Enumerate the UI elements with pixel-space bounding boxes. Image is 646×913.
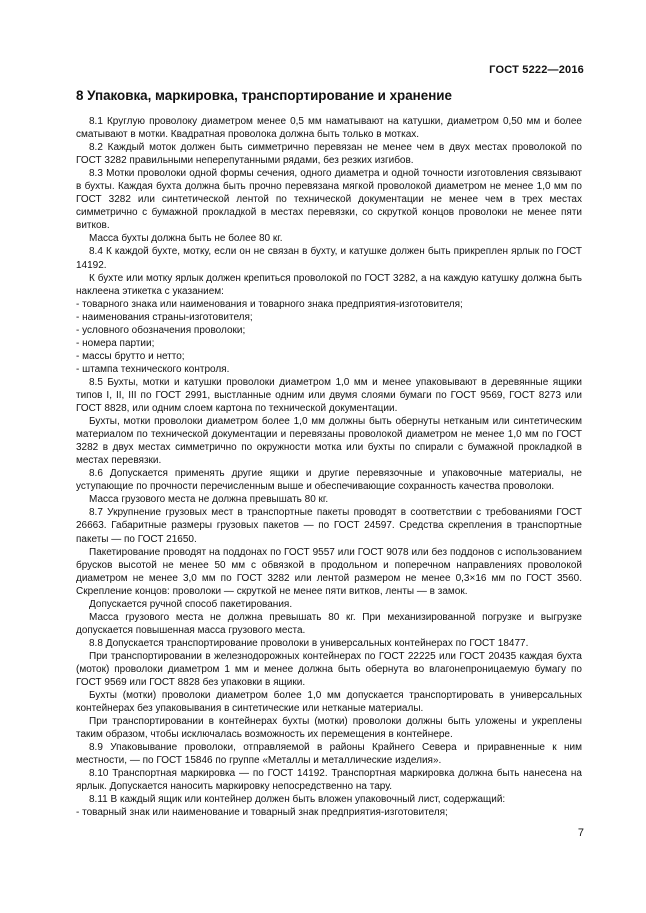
paragraph: При транспортировании в контейнерах бухты (мотки) проволоки должны быть уложены и укреплены таким образом, чтобы исключалась возможность их перемещения в контейнере. — [76, 716, 582, 741]
list-item: - номера партии; — [76, 337, 155, 349]
paragraph: 8.1 Круглую проволоку диаметром менее 0,5 мм наматывают на катушки, диаметром 0,50 мм и более сматывают в мотки. Квадратная проволока должна быть только в мотках. — [76, 116, 582, 141]
section-title: 8 Упаковка, маркировка, транспортирование и хранение — [76, 88, 452, 103]
paragraph: 8.9 Упаковывание проволоки, отправляемой в районы Крайнего Севера и приравненные к ним местности, — по ГОСТ 15846 по группе «Металлы и металлические изделия». — [76, 742, 582, 767]
paragraph: При транспортировании в железнодорожных контейнерах по ГОСТ 22225 или ГОСТ 20435 каждая бухта (моток) проволоки диаметром 1 мм и менее должна быть обернута во влагонепроницаемую бумагу по ГОСТ 9569 или ГОСТ 8828 без упаковки в ящики. — [76, 650, 582, 689]
paragraph: 8.10 Транспортная маркировка — по ГОСТ 14192. Транспортная маркировка должна быть нанесена на ярлык. Допускается наносить маркировку непосредственно на тару. — [76, 768, 582, 793]
paragraph: 8.5 Бухты, мотки и катушки проволоки диаметром 1,0 мм и менее упаковывают в деревянные ящики типов I, II, III по ГОСТ 2991, выстланные одним или двумя слоями бумаги по ГОСТ 9569, ГОСТ 8273 или ГОСТ 8828, или одним слоем картона по технической документации. — [76, 376, 582, 415]
page-number: 7 — [577, 827, 584, 839]
paragraph: 8.8 Допускается транспортирование проволоки в универсальных контейнерах по ГОСТ 18477. — [89, 637, 529, 649]
paragraph: Масса бухты должна быть не более 80 кг. — [89, 233, 283, 245]
paragraph: Масса грузового места не должна превышать 80 кг. — [89, 494, 329, 506]
paragraph: Пакетирование проводят на поддонах по ГОСТ 9557 или ГОСТ 9078 или без поддонов с использованием брусков высотой не менее 50 мм с обвязкой в продольном и поперечном направлениях проволокой диаметром не менее 3,0 мм по ГОСТ 3282 или лентой размером не менее 0,3×16 мм по ГОСТ 3560. Скрепление концов: проволоки — скруткой не менее пяти витков, ленты — в замок. — [76, 546, 582, 597]
list-item: - массы брутто и нетто; — [76, 350, 185, 362]
list-item: - наименования страны-изготовителя; — [76, 311, 253, 323]
paragraph: Масса грузового места не должна превышать 80 кг. При механизированной погрузке и выгрузке допускается повышенная масса грузового места. — [76, 611, 582, 636]
list-item: - товарного знака или наименования и товарного знака предприятия-изготовителя; — [76, 298, 463, 310]
paragraph: 8.7 Укрупнение грузовых мест в транспортные пакеты проводят в соответствии с требованиями ГОСТ 26663. Габаритные размеры грузовых пакетов — по ГОСТ 24597. Средства скрепления в транспортные пакеты — по ГОСТ 21650. — [76, 507, 582, 545]
standard-header: ГОСТ 5222—2016 — [489, 64, 584, 76]
paragraph: Бухты (мотки) проволоки диаметром более 1,0 мм допускается транспортировать в универсальных контейнерах без упаковывания в синтетические или нетканые материалы. — [76, 690, 582, 715]
paragraph: 8.11 В каждый ящик или контейнер должен быть вложен упаковочный лист, содержащий: — [89, 794, 506, 806]
paragraph: 8.2 Каждый моток должен быть симметрично перевязан не менее чем в двух местах проволокой по ГОСТ 3282 правильными неперепутанными рядами, без резких изгибов. — [76, 142, 582, 167]
paragraph: Бухты, мотки проволоки диаметром более 1,0 мм должны быть обернуты нетканым или синтетическим материалом по технической документации и перевязаны проволокой диаметром не менее 1,0 мм по ГОСТ 3282 в двух местах симметрично по окружности мотка или бухты по спирали с бумажной прокладкой в местах перевязки. — [76, 416, 582, 467]
paragraph: Допускается ручной способ пакетирования. — [89, 598, 293, 610]
paragraph: 8.3 Мотки проволоки одной формы сечения, одного диаметра и одной точности изготовления связывают в бухты. Каждая бухта должна быть прочно перевязана мягкой проволокой диаметром не менее 1,0 мм по ГОСТ 3282 или синтетической лентой по технической документации не менее чем в трех местах симметрично с бумажной прокладкой в местах перевязки, со скруткой концов проволоки не менее пяти витков. — [76, 168, 582, 232]
list-item: - штампа технического контроля. — [76, 363, 230, 375]
list-item: - условного обозначения проволоки; — [76, 324, 246, 336]
document-body — [76, 115, 582, 820]
paragraph: 8.4 К каждой бухте, мотку, если он не связан в бухту, и катушке должен быть прикреплен ярлык по ГОСТ 14192. — [76, 246, 582, 271]
paragraph: К бухте или мотку ярлык должен крепиться проволокой по ГОСТ 3282, а на каждую катушку должна быть наклеена этикетка с указанием: — [76, 272, 582, 297]
paragraph: 8.6 Допускается применять другие ящики и другие перевязочные и упаковочные материалы, не уступающие по прочности перечисленным выше и обеспечивающие сохранность качества проволоки. — [76, 468, 582, 493]
list-item: - товарный знак или наименование и товарный знак предприятия-изготовителя; — [76, 807, 448, 819]
